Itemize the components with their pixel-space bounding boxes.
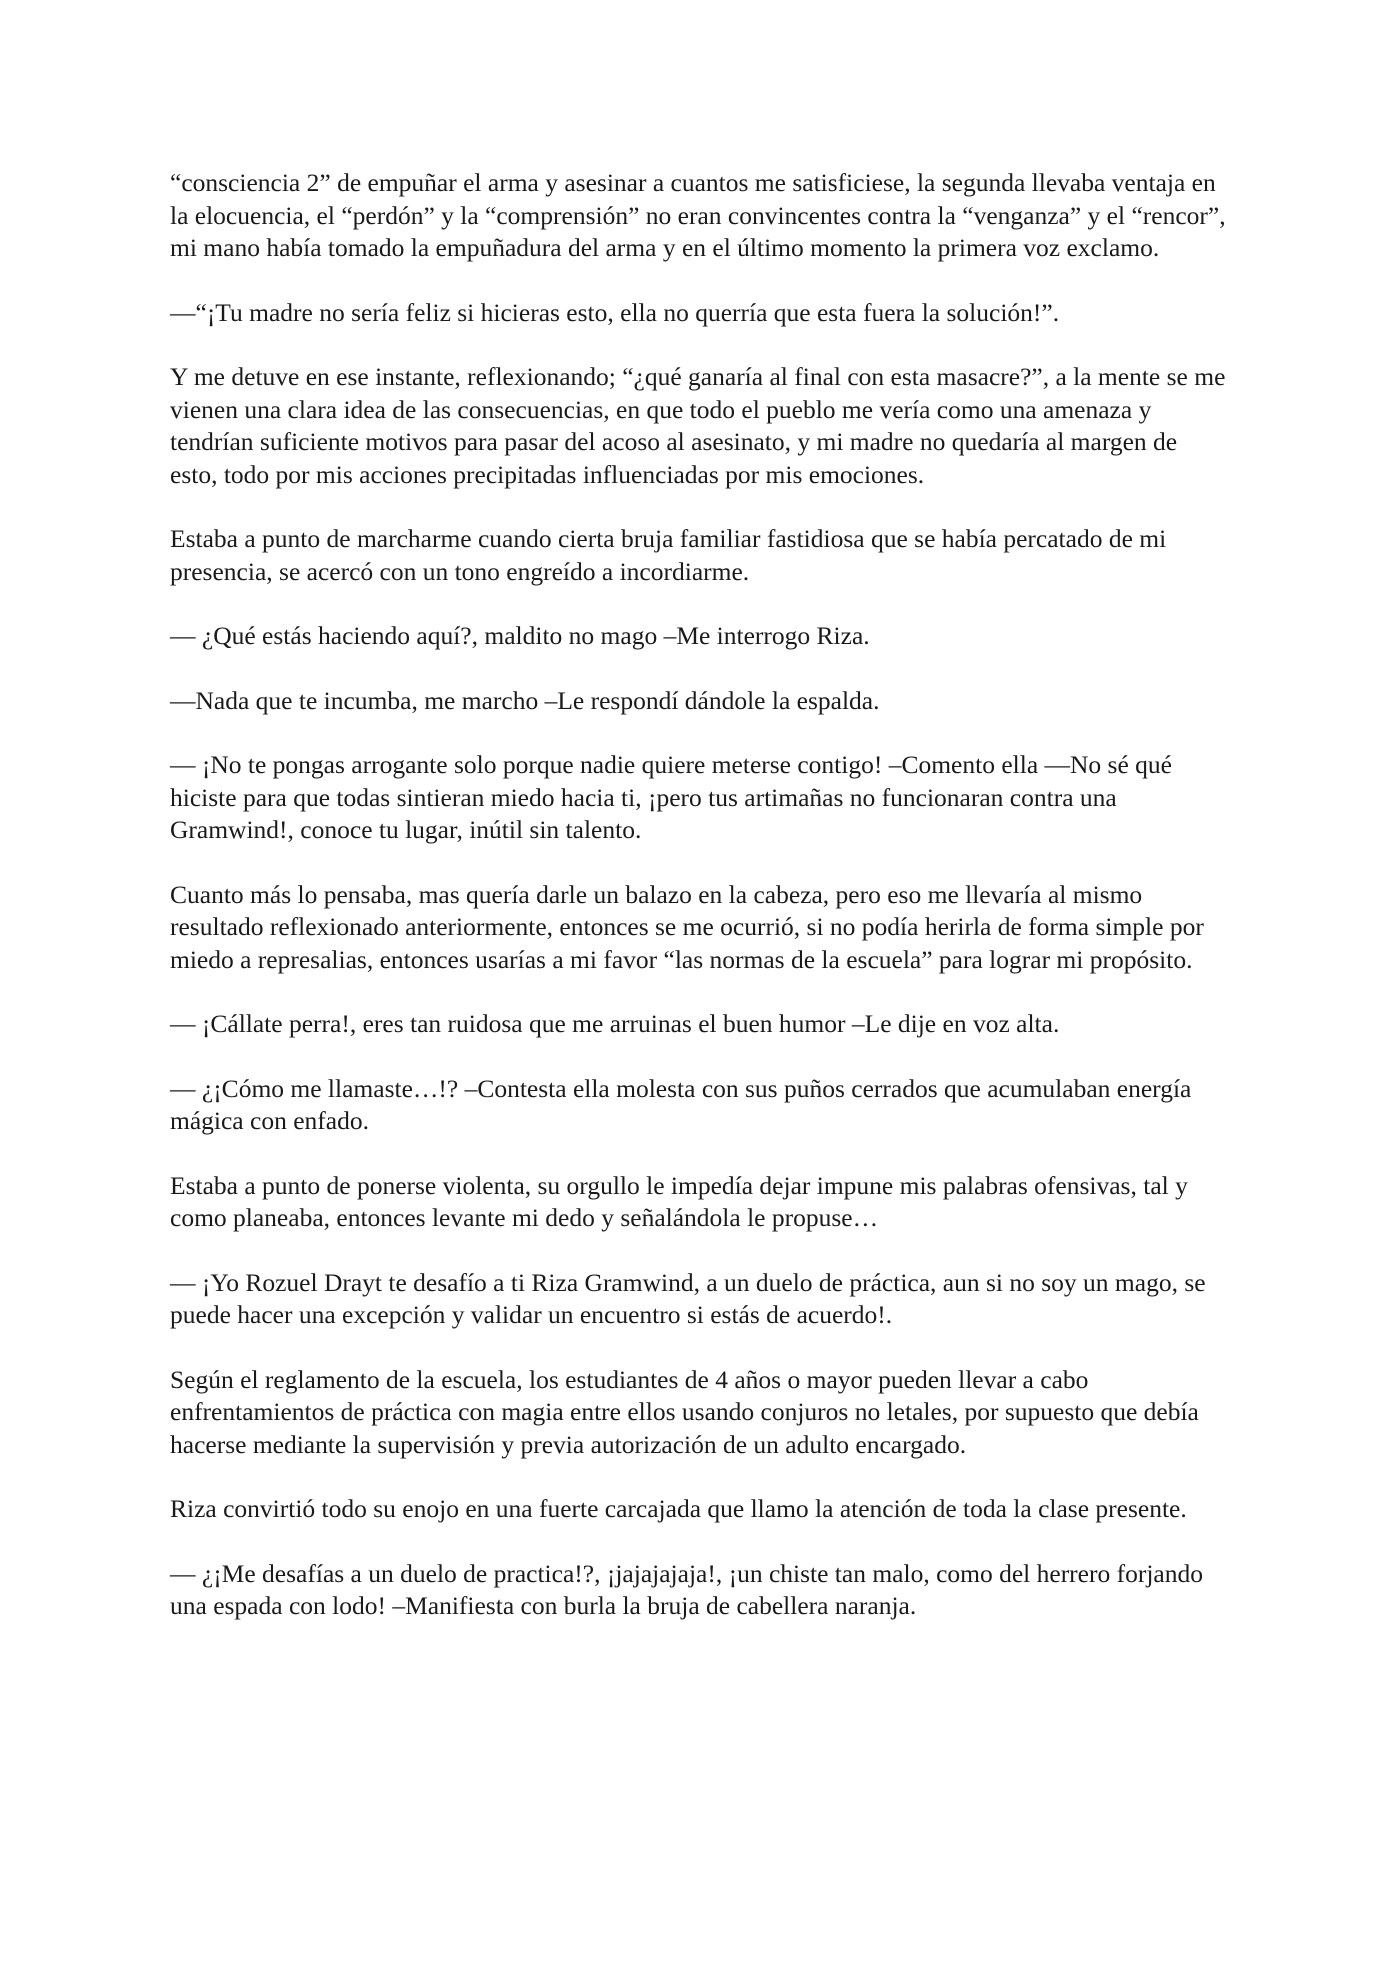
paragraph: — ¿¡Cómo me llamaste…!? –Contesta ella molesta con sus puños cerrados que acumulaban energía mágica con enfado. [170, 1073, 1192, 1135]
paragraph: — ¿¡Me desafías a un duelo de practica!?, ¡jajajajaja!, ¡un chiste tan malo, como del herrero forjando una espada con lodo! –Manifiesta con burla la bruja de cabellera naranja. [170, 1558, 1203, 1620]
paragraph: — ¡No te pongas arrogante solo porque nadie quiere meterse contigo! –Comento ella —No sé qué hiciste para que todas sintieran miedo hacia ti, ¡pero tus artimañas no funcionaran contra una Gramwind!, conoce tu lugar, inútil sin talento. [170, 750, 1172, 844]
paragraph: — ¿Qué estás haciendo aquí?, maldito no mago –Me interrogo Riza. [170, 621, 870, 650]
paragraph: Cuanto más lo pensaba, mas quería darle un balazo en la cabeza, pero eso me llevaría al mismo resultado reflexionado anteriormente, entonces se me ocurrió, si no podía herirla de forma simple por miedo a represalias, entonces usarías a mi favor “las normas de la escuela” para lograr mi propósito. [170, 879, 1204, 974]
paragraph: Estaba a punto de ponerse violenta, su orgullo le impedía dejar impune mis palabras ofensivas, tal y como planeaba, entonces levante mi dedo y señalándola le propuse… [170, 1170, 1188, 1232]
paragraph: — ¡Cállate perra!, eres tan ruidosa que me arruinas el buen humor –Le dije en voz alta. [170, 1009, 1060, 1038]
paragraph: Riza convirtió todo su enojo en una fuerte carcajada que llamo la atención de toda la clase presente. [170, 1494, 1187, 1523]
paragraph: —“¡Tu madre no sería feliz si hicieras esto, ella no querría que esta fuera la solución!”. [170, 297, 1060, 327]
paragraph: — ¡Yo Rozuel Drayt te desafío a ti Riza Gramwind, a un duelo de práctica, aun si no soy un mago, se puede hacer una excepción y validar un encuentro si estás de acuerdo!. [170, 1267, 1206, 1329]
paragraph: —Nada que te incumba, me marcho –Le respondí dándole la espalda. [170, 685, 880, 715]
paragraph: Y me detuve en ese instante, reflexionando; “¿qué ganaría al final con esta masacre?”, a la mente se me vienen una clara idea de las consecuencias, en que todo el pueblo me vería como una amenaza y tendrían suficiente motivos para pasar del acoso al asesinato, y mi madre no quedaría al margen de esto, todo por mis acciones precipitadas influenciadas por mis emociones. [170, 362, 1226, 489]
document-body [170, 167, 1230, 1655]
paragraph: “consciencia 2” de empuñar el arma y asesinar a cuantos me satisficiese, la segunda llevaba ventaja en la elocuencia, el “perdón” y la “comprensión” no eran convincentes contra la “venganza” y el “rencor”, mi mano había tomado la empuñadura del arma y en el último momento la primera voz exclamo. [170, 168, 1226, 262]
paragraph: Estaba a punto de marcharme cuando cierta bruja familiar fastidiosa que se había percatado de mi presencia, se acercó con un tono engreído a incordiarme. [170, 524, 1167, 586]
paragraph: Según el reglamento de la escuela, los estudiantes de 4 años o mayor pueden llevar a cabo enfrentamientos de práctica con magia entre ellos usando conjuros no letales, por supuesto que debía hacerse mediante la supervisión y previa autorización de un adulto encargado. [170, 1364, 1199, 1459]
